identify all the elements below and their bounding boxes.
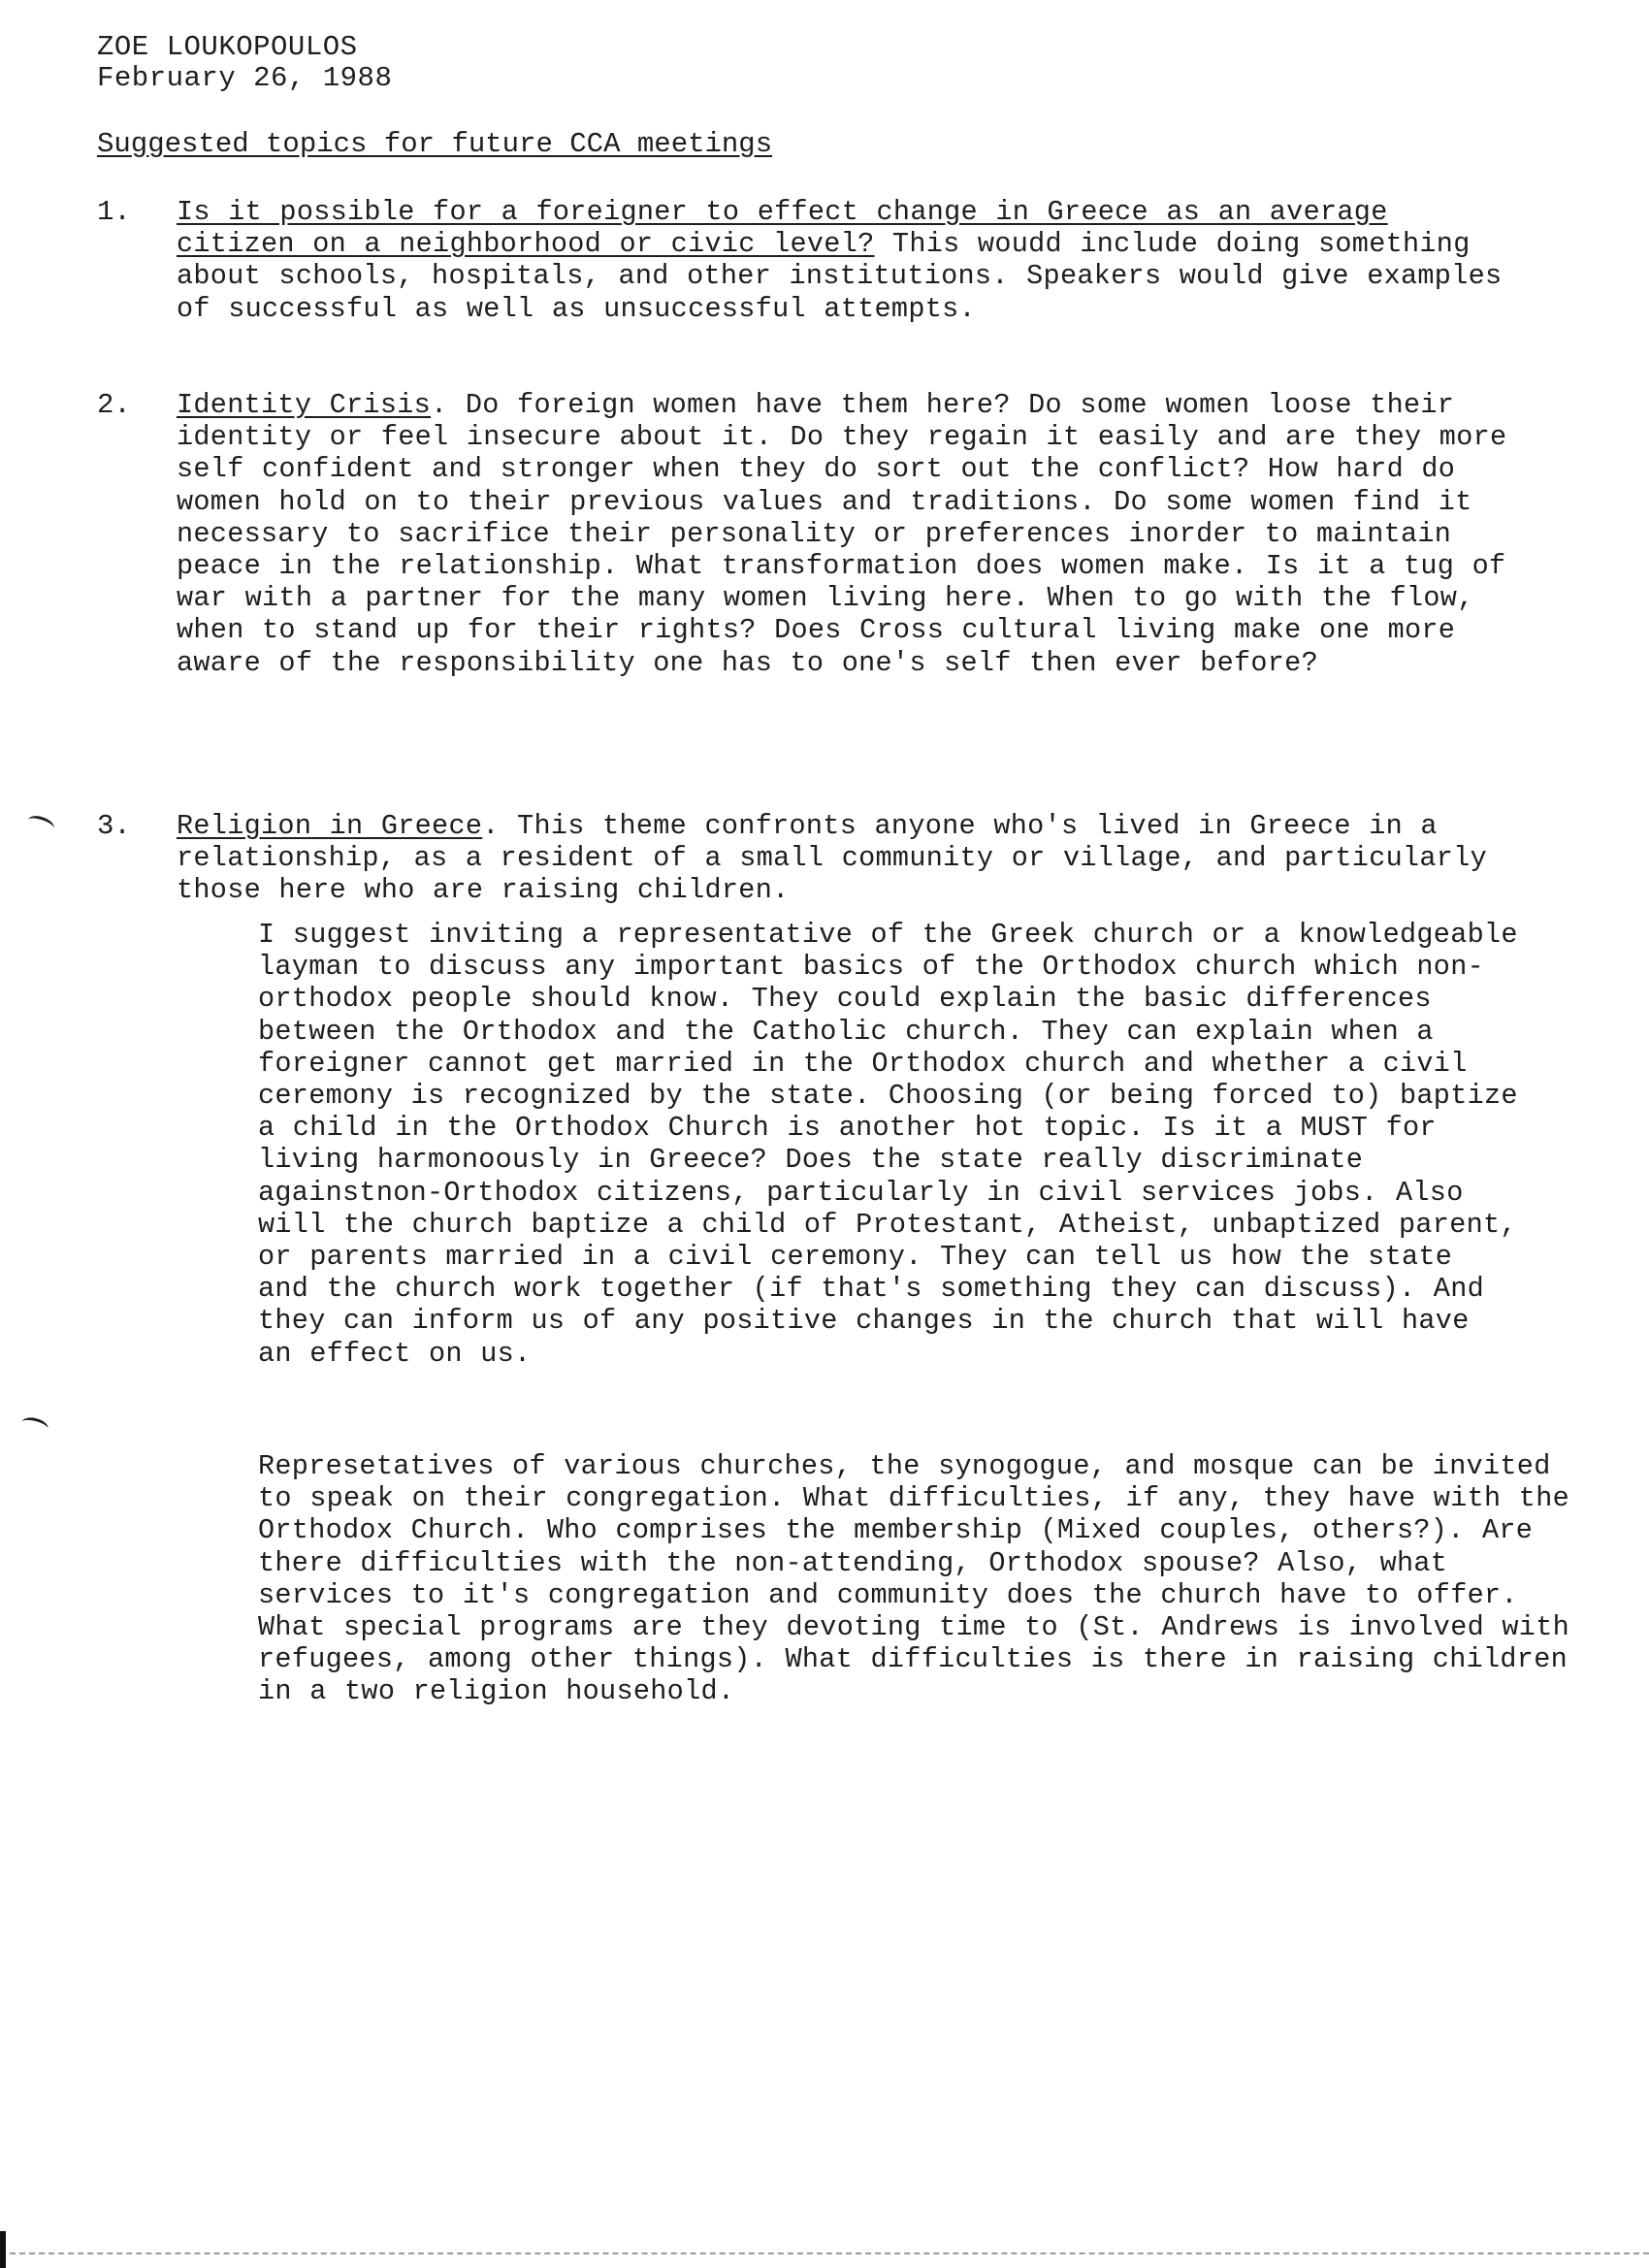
topic-paragraph bbox=[177, 196, 1515, 325]
author-name: ZOE LOUKOPOULOS bbox=[97, 31, 358, 63]
topic-heading: Religion in Greece bbox=[177, 810, 483, 842]
topic-heading: Is it possible for a foreigner to effect change in Greece as an average citizen on a neighborhood or civic level? bbox=[177, 196, 1388, 261]
scan-edge-line bbox=[0, 2252, 1649, 2254]
topic-paragraph bbox=[177, 389, 1515, 679]
document-title: Suggested topics for future CCA meetings bbox=[97, 128, 773, 160]
margin-mark bbox=[20, 1415, 50, 1437]
topic-body: . This theme confronts anyone who's lived in Greece in a relationship, as a resident of a small community or village, and particularly those here who are raising children. bbox=[177, 810, 1488, 907]
topic-number: 2. bbox=[97, 389, 131, 421]
topic-number: 1. bbox=[97, 196, 131, 228]
topic-number: 3. bbox=[97, 810, 131, 842]
topic-paragraph bbox=[177, 810, 1515, 907]
topic-sub-paragraph-2: Represetatives of various churches, the synogogue, and mosque can be invited to speak on their congregation. What difficulties, if any, they have with the Orthodox Church. Who comprises the membership (Mixed couples, others?). Are there difficulties with the non-attending, Orthodox spouse? Also, what services to it's congregation and community does the church have to offer. What special programs are they devoting time to (St. Andrews is involved with refugees, among other things). What difficulties is there in raising children in a two religion household. bbox=[258, 1450, 1570, 1708]
margin-mark bbox=[25, 813, 55, 835]
topic-heading: Identity Crisis bbox=[177, 389, 432, 421]
topic-sub-paragraph-1: I suggest inviting a representative of the Greek church or a knowledgeable layman to discuss any important basics of the Orthodox church which non-orthodox people should know. They could explain the basic differences between the Orthodox and the Catholic church. They can explain when a foreigner cannot get married in the Orthodox church and whether a civil ceremony is recognized by the state. Choosing (or being forced to) baptize a child in the Orthodox Church is another hot topic. Is it a MUST for living harmonoously in Greece? Does the state really discriminate againstnon-Orthodox citizens, particularly in civil services jobs. Also will the church baptize a child of Protestant, Atheist, unbaptized parent, or parents married in a civil ceremony. They can tell us how the state and the church work together (if that's something they can discuss). And they can inform us of any positive changes in the church that will have an effect on us. bbox=[258, 919, 1518, 1370]
topic-body: This woudd include doing something about schools, hospitals, and other institutions. Speakers would give examples of successful as well as unsuccessful attempts. bbox=[177, 228, 1503, 325]
topic-body: . Do foreign women have them here? Do some women loose their identity or feel insecure about it. Do they regain it easily and are they more self confident and stronger when they do sort out the conflict? How hard do women hold on to their previous values and traditions. Do some women find it necessary to sacrifice their personality or preferences inorder to maintain peace in the relationship. What transformation does women make. Is it a tug of war with a partner for the many women living here. When to go with the flow, when to stand up for their rights? Does Cross cultural living make one more aware of the responsibility one has to one's self then ever before? bbox=[177, 389, 1507, 679]
document-date: February 26, 1988 bbox=[97, 62, 393, 94]
scan-edge-corner bbox=[0, 2231, 6, 2268]
